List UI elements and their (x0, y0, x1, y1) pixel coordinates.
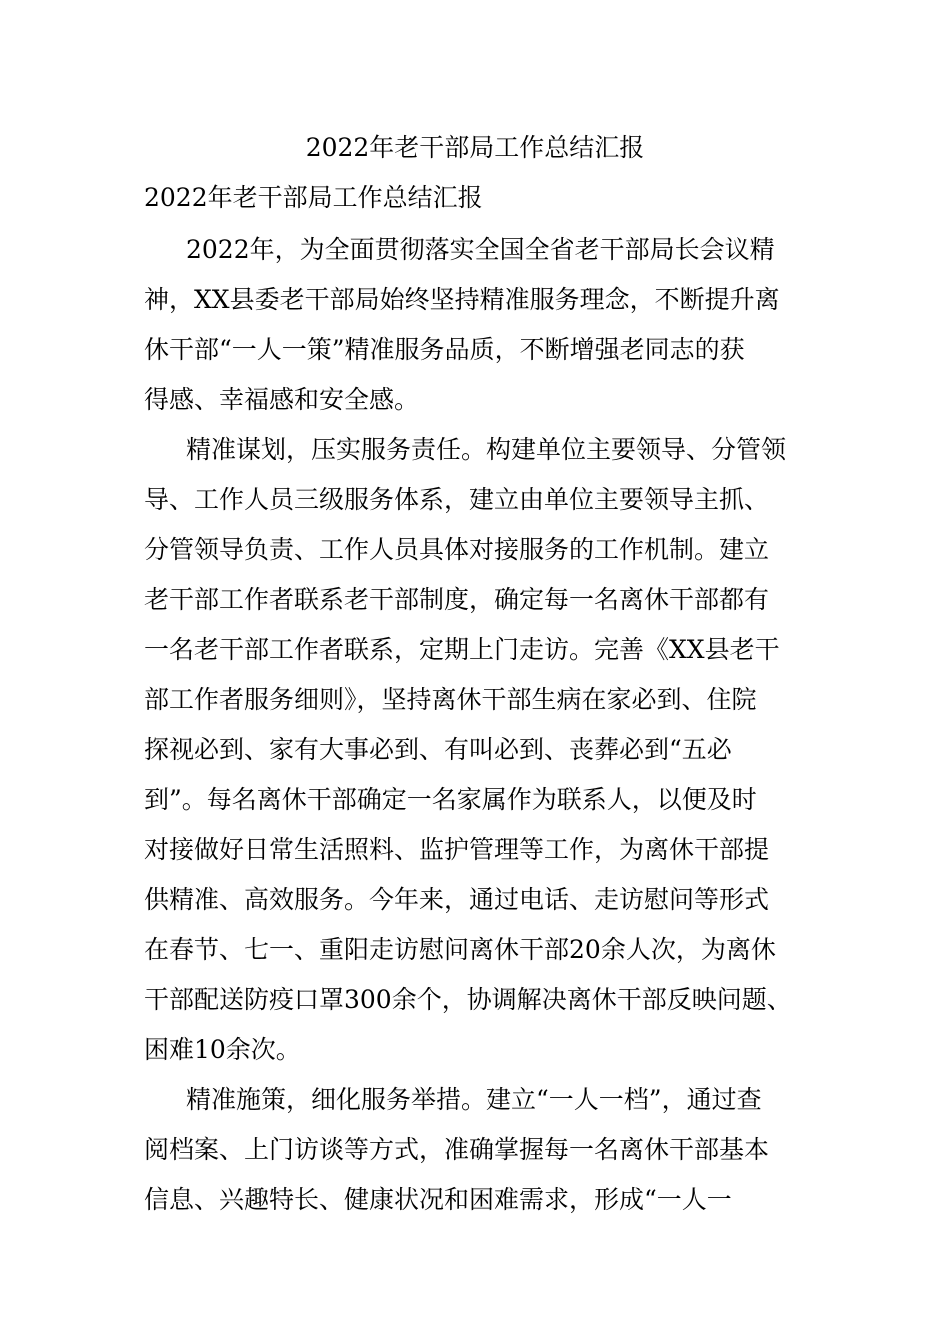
text-line: 精准谋划，压实服务责任。构建单位主要领导、分管领 (186, 435, 787, 464)
paragraph-precise-planning (144, 432, 824, 1082)
text-line: 休干部“一人一策”精准服务品质，不断增强老同志的获 (144, 335, 745, 364)
document-body (144, 232, 824, 1232)
text-line: 对接做好日常生活照料、监护管理等工作，为离休干部提 (144, 835, 770, 864)
text-line: 一名老干部工作者联系，定期上门走访。完善《XX县老干 (144, 635, 780, 664)
text-line: 神，XX县委老干部局始终坚持精准服务理念，不断提升离 (144, 285, 780, 314)
document-subtitle: 2022年老干部局工作总结汇报 (144, 183, 483, 212)
text-line: 探视必到、家有大事必到、有叫必到、丧葬必到“五必 (144, 735, 732, 764)
document-title: 2022年老干部局工作总结汇报 (305, 133, 645, 162)
text-line: 阅档案、上门访谈等方式，准确掌握每一名离休干部基本 (144, 1135, 770, 1164)
text-line: 精准施策，细化服务举措。建立“一人一档”，通过查 (186, 1085, 762, 1114)
paragraph-intro (144, 232, 824, 432)
text-line: 困难10余次。 (144, 1035, 301, 1064)
text-line: 在春节、七一、重阳走访慰问离休干部20余人次，为离休 (144, 935, 776, 964)
text-line: 老干部工作者联系老干部制度，确定每一名离休干部都有 (144, 585, 770, 614)
text-line: 干部配送防疫口罩300余个，协调解决离休干部反映问题、 (144, 985, 792, 1014)
text-line: 分管领导负责、工作人员具体对接服务的工作机制。建立 (144, 535, 770, 564)
text-line: 得感、幸福感和安全感。 (144, 385, 420, 414)
text-line: 部工作者服务细则》，坚持离休干部生病在家必到、住院 (144, 685, 757, 714)
text-line: 信息、兴趣特长、健康状况和困难需求，形成“一人一 (144, 1185, 732, 1214)
text-line: 导、工作人员三级服务体系，建立由单位主要领导主抓、 (144, 485, 770, 514)
text-line: 2022年，为全面贯彻落实全国全省老干部局长会议精 (186, 235, 775, 264)
paragraph-precise-measures (144, 1082, 824, 1232)
text-line: 供精准、高效服务。今年来，通过电话、走访慰问等形式 (144, 885, 770, 914)
text-line: 到”。每名离休干部确定一名家属作为联系人，以便及时 (144, 785, 757, 814)
